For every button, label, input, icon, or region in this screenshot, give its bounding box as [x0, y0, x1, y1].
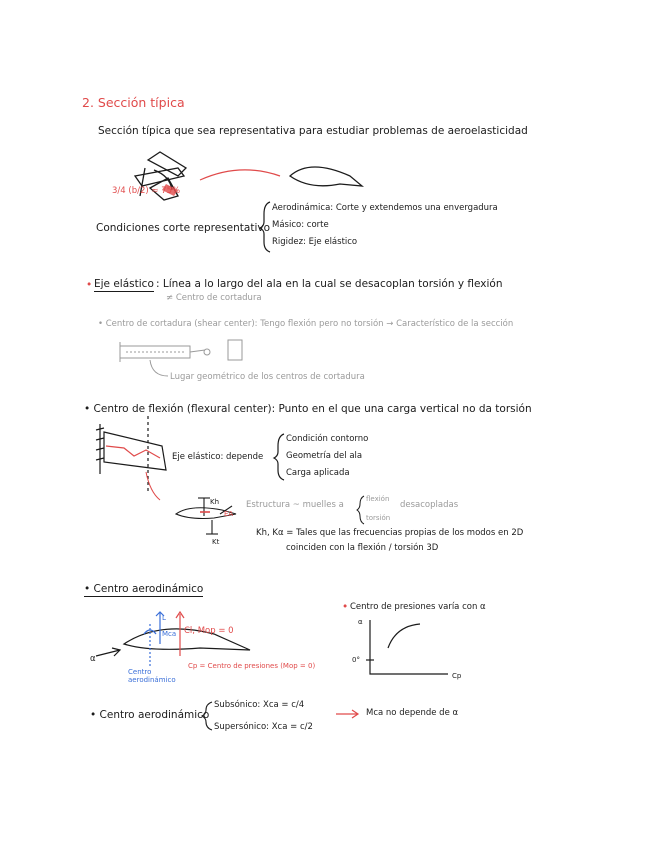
brace-depends: [274, 434, 284, 480]
aero-center-sketch: [96, 612, 250, 666]
locus-caption: Lugar geométrico de los centros de cortadura: [170, 372, 365, 382]
kh-kt-text: Kh, Kα = Tales que las frecuencias propias de los modos en 2D: [256, 528, 524, 538]
lift-label: L: [162, 614, 166, 622]
kt-label: Kt: [212, 538, 220, 546]
depends-item: Geometría del ala: [286, 451, 363, 461]
plot-x-label: Cp: [452, 672, 462, 680]
spring-item: flexión: [366, 495, 390, 503]
alpha-label: α: [90, 654, 96, 664]
depends-label: Eje elástico: depende: [172, 452, 264, 462]
conditions-label: Condiciones corte representativo: [96, 222, 271, 234]
plot-tick: 0°: [352, 656, 360, 664]
depends-item: Carga aplicada: [286, 468, 350, 478]
mca-label: Mca: [162, 630, 177, 638]
bullet: •: [342, 601, 349, 613]
pressure-note: Centro de presiones varía con α: [350, 602, 486, 612]
aero-summary-label: • Centro aerodinámico: [90, 709, 210, 721]
condition-item: Másico: corte: [272, 220, 329, 230]
conclusion-arrow: [336, 710, 358, 718]
pressure-plot: [366, 620, 448, 674]
intro-text: Sección típica que sea representativa para estudiar problemas de aeroelasticidad: [98, 125, 528, 137]
decoupled-text: desacopladas: [400, 500, 459, 510]
elastic-axis-note: ≠ Centro de cortadura: [166, 293, 262, 303]
conclusion-text: Mca no depende de α: [366, 708, 459, 718]
cl-mop-label: Cl, Mop = 0: [184, 626, 234, 636]
elastic-axis-heading: Eje elástico: [94, 278, 154, 290]
subsonic-text: Subsónico: Xca = c/4: [214, 700, 305, 710]
spring-item: torsión: [366, 514, 391, 522]
ea-label: EA: [224, 510, 234, 518]
plot-y-label: α: [358, 618, 363, 626]
structure-text: Estructura ~ muelles a: [246, 500, 344, 510]
airfoil-sketch: [290, 167, 362, 186]
shear-center-text: • Centro de cortadura (shear center): Tengo flexión pero no torsión → Característico de la sección: [98, 319, 514, 329]
ca-label: Centro aerodinámico: [128, 668, 176, 684]
condition-item: Rigidez: Eje elástico: [272, 237, 358, 247]
depends-item: Condición contorno: [286, 434, 369, 444]
kh-label: Kh: [210, 498, 220, 506]
brace-springs: [357, 496, 364, 524]
elastic-axis-line: [106, 446, 160, 458]
condition-item: Aerodinámica: Corte y extendemos una envergadura: [272, 203, 498, 213]
section-title: 2. Sección típica: [82, 95, 185, 110]
connector-arc: [200, 170, 280, 180]
kh-kt-text-2: coinciden con la flexión / torsión 3D: [286, 543, 439, 553]
bullet: •: [86, 279, 93, 291]
shear-center-sketch: [120, 340, 242, 376]
cp-label: Cp = Centro de presiones (Mop = 0): [188, 662, 316, 670]
supersonic-text: Supersónico: Xca = c/2: [214, 722, 313, 732]
aero-center-heading: • Centro aerodinámico: [84, 583, 204, 595]
span-formula: 3/4 (b/2) ≈ 75%: [112, 186, 181, 196]
elastic-axis-definition: : Línea a lo largo del ala en la cual se desacoplan torsión y flexión: [156, 278, 503, 290]
flexural-center-heading: • Centro de flexión (flexural center): Punto en el que una carga vertical no da torsión: [84, 403, 532, 415]
